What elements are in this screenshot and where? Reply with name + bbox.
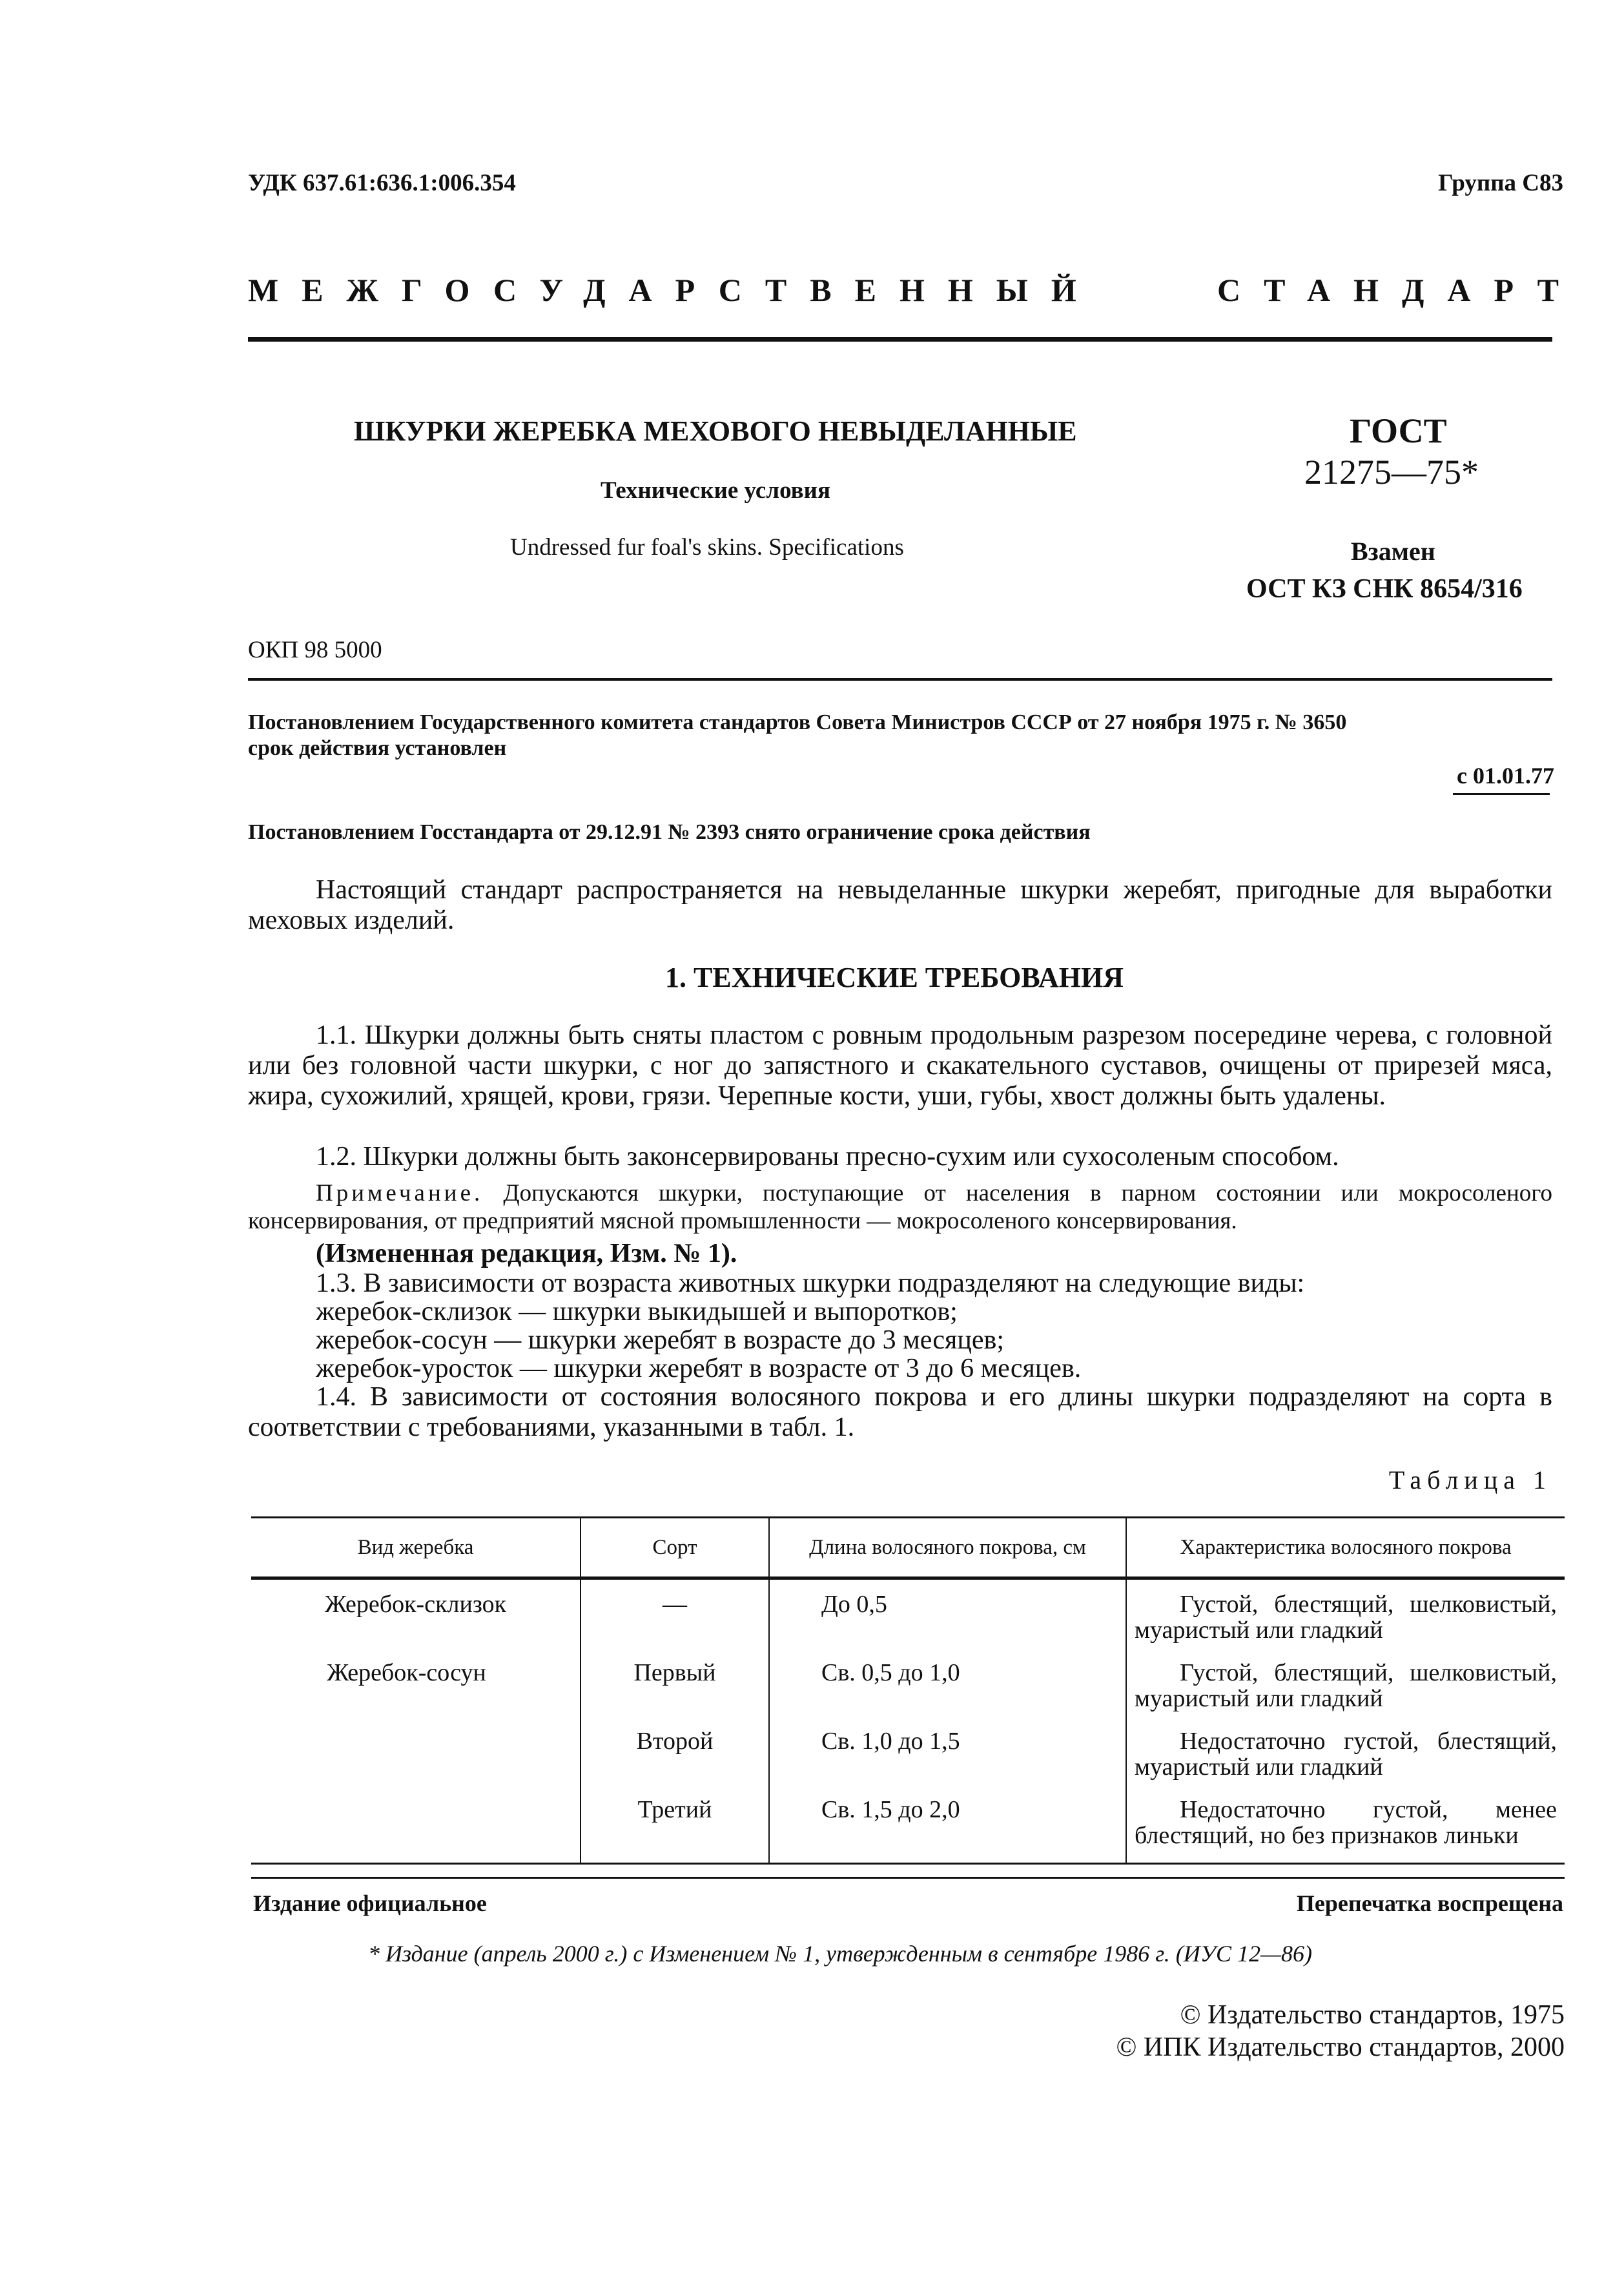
table-row (251, 1785, 1565, 1864)
note-text: Допускаются шкурки, поступающие от населения в парном состоянии или мокросоленого консервирования, от предприятий мясной промышленности — мокросоленого консервирования. (248, 1180, 1553, 1234)
cell-characteristic: Недостаточно густой, менее блестящий, но без признаков линьки (1135, 1796, 1557, 1849)
table-row (251, 1578, 1565, 1649)
table-caption: Таблица 1 (1388, 1465, 1552, 1494)
paragraph-1-3: 1.3. В зависимости от возраста животных шкурки подразделяют на следующие виды: (316, 1268, 1305, 1298)
official-edition: Издание официальное (253, 1890, 487, 1916)
group-code: Группа С83 (1438, 170, 1563, 196)
decree-line-1: Постановлением Государственного комитета стандартов Совета Министров СССР от 27 ноября 1975 г. № 3650 (248, 710, 1347, 734)
kind-2: жеребок-сосун — шкурки жеребят в возрасте до 3 месяцев; (316, 1325, 1004, 1355)
header-length: Длина волосяного покрова, см (769, 1518, 1126, 1578)
cell-characteristic: Густой, блестящий, шелковистый, муаристый или гладкий (1135, 1591, 1557, 1644)
cell-length: Св. 1,5 до 2,0 (769, 1785, 1126, 1864)
document-title: ШКУРКИ ЖЕРЕБКА МЕХОВОГО НЕВЫДЕЛАННЫЕ (354, 415, 1077, 447)
reprint-prohibited: Перепечатка воспрещена (1296, 1890, 1563, 1916)
kind-1: жеребок-склизок — шкурки выкидышей и выпоротков; (316, 1297, 958, 1327)
cell-kind: Жеребок-сосун (251, 1648, 581, 1717)
table-header-row (251, 1518, 1565, 1578)
table-row (251, 1648, 1565, 1717)
table-row (251, 1717, 1565, 1785)
cell-length: Св. 1,0 до 1,5 (769, 1717, 1126, 1785)
paragraph-1-1: 1.1. Шкурки должны быть сняты пластом с ровным продольным разрезом посередине черева, с головной или без головной части шкурки, с ног до запястного и скакательного суставов, очищены от прирезей мяса, жира, сухожилий, хрящей, крови, грязи. Черепные кости, уши, губы, хвост должны быть удалены. (248, 1020, 1552, 1111)
banner-standard: СТАНДАРТ (1217, 272, 1582, 308)
cell-characteristic: Густой, блестящий, шелковистый, муаристый или гладкий (1135, 1659, 1557, 1712)
decree-line-3: Постановлением Госстандарта от 29.12.91 № 2393 снято ограничение срока действия (248, 820, 1091, 844)
english-title: Undressed fur foal's skins. Specifications (510, 534, 904, 561)
cell-kind: Жеребок-склизок (251, 1578, 581, 1649)
paragraph-1-2: 1.2. Шкурки должны быть законсервированы пресно-сухим или сухосоленым способом. (316, 1142, 1339, 1172)
cell-length: До 0,5 (769, 1578, 1126, 1649)
cell-length: Св. 0,5 до 1,0 (769, 1648, 1126, 1717)
cell-grade: Первый (581, 1648, 769, 1717)
intro-paragraph: Настоящий стандарт распространяется на невыделанные шкурки жеребят, пригодные для выработки меховых изделий. (248, 875, 1552, 935)
amended-edition: (Измененная редакция, Изм. № 1). (316, 1239, 737, 1268)
cell-grade: Третий (581, 1785, 769, 1864)
edition-note: * Издание (апрель 2000 г.) с Изменением № 1, утвержденным в сентябре 1986 г. (ИУС 12—86) (368, 1941, 1312, 1967)
cell-grade: — (581, 1578, 769, 1649)
okp-code: ОКП 98 5000 (248, 637, 382, 663)
cell-kind (251, 1785, 581, 1864)
replaces-label: Взамен (1351, 537, 1435, 566)
note-paragraph (248, 1179, 1552, 1235)
header-characteristic: Характеристика волосяного покрова (1180, 1535, 1512, 1559)
section-heading: 1. ТЕХНИЧЕСКИЕ ТРЕБОВАНИЯ (665, 962, 1124, 993)
cell-grade: Второй (581, 1717, 769, 1785)
decree-date-underline (1453, 793, 1550, 795)
gost-label: ГОСТ (1350, 411, 1447, 450)
copyright-1975: © Издательство стандартов, 1975 (1180, 2000, 1565, 2030)
paragraph-1-4: 1.4. В зависимости от состояния волосяного покрова и его длины шкурки подразделяют на сорта в соответствии с требованиями, указанными в табл. 1. (248, 1382, 1552, 1442)
banner-interstate: МЕЖГОСУДАРСТВЕННЫЙ (248, 272, 1100, 308)
decree-date: с 01.01.77 (1457, 763, 1554, 789)
replaces-value: ОСТ КЗ СНК 8654/316 (1246, 574, 1523, 604)
banner-rule (248, 337, 1552, 342)
decree-line-2: срок действия установлен (248, 736, 507, 760)
udk-code: УДК 637.61:636.1:006.354 (248, 170, 516, 196)
document-subtitle: Технические условия (601, 477, 830, 504)
kind-3: жеребок-уросток — шкурки жеребят в возрасте от 3 до 6 месяцев. (316, 1354, 1082, 1383)
footer-rule (251, 1877, 1565, 1879)
header-kind: Вид жеребка (251, 1518, 581, 1578)
cell-characteristic: Недостаточно густой, блестящий, муаристый или гладкий (1135, 1728, 1557, 1781)
note-label: Примечание. (316, 1180, 484, 1206)
copyright-2000: © ИПК Издательство стандартов, 2000 (1116, 2032, 1565, 2062)
gost-number: 21275—75* (1304, 453, 1479, 491)
cell-kind (251, 1717, 581, 1785)
title-rule (248, 678, 1552, 681)
header-grade: Сорт (581, 1518, 769, 1578)
table-1 (251, 1516, 1565, 1865)
